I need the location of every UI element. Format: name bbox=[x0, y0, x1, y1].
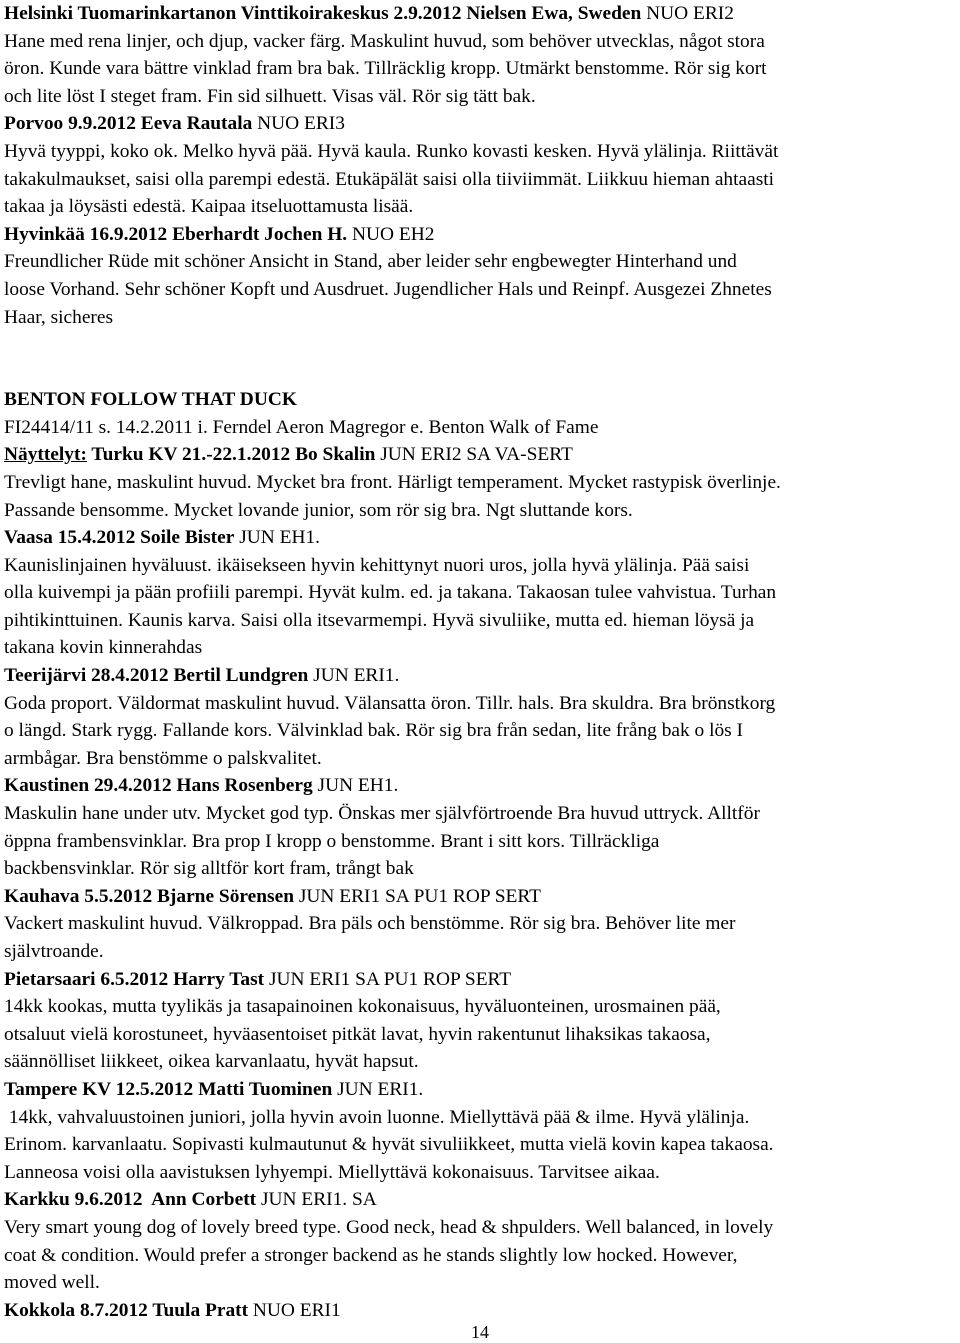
critique-line: självtroande. bbox=[4, 941, 104, 962]
critique-line: öron. Kunde vara bättre vinklad fram bra bak. Tillräcklig kropp. Utmärkt benstomme. Rör sig kort bbox=[4, 58, 767, 80]
show-result: NUO ERI2 bbox=[641, 3, 734, 24]
critique-line: Haar, sicheres bbox=[4, 306, 114, 328]
show-result: JUN ERI1 SA PU1 ROP SERT bbox=[294, 885, 542, 907]
critique-line: 14kk, vahvaluustoinen juniori, jolla hyvin avoin luonne. Miellyttävä pää & ilme. Hyvä ylälinja. bbox=[4, 1106, 750, 1128]
show-result: JUN ERI1. bbox=[332, 1078, 424, 1100]
critique-line: otsaluut vielä korostuneet, hyväasentoiset pitkät lavat, hyvin rakentunut lihaksikas takaosa, bbox=[4, 1023, 711, 1045]
show-title: Kokkola 8.7.2012 Tuula Pratt bbox=[4, 1299, 249, 1321]
critique-line: loose Vorhand. Sehr schöner Kopft und Ausdruet. Jugendlicher Hals und Reinpf. Ausgezei Zhnetes bbox=[4, 278, 772, 300]
show-heading bbox=[4, 1186, 956, 1214]
critique-line: Goda proport. Väldormat maskulint huvud. Välansatta öron. Tillr. hals. Bra skuldra. Bra brönstkorg bbox=[4, 692, 776, 714]
critique-line: säännölliset liikkeet, oikea karvanlaatu, hyvät hapsut. bbox=[4, 1051, 419, 1073]
show-result: JUN ERI2 SA VA-SERT bbox=[375, 444, 573, 466]
show-title: Vaasa 15.4.2012 Soile Bister bbox=[4, 527, 235, 549]
show-result: JUN ERI1. bbox=[308, 665, 400, 687]
show-heading bbox=[4, 221, 956, 249]
critique-line: takaa ja löysästi edestä. Kaipaa itseluottamusta lisää. bbox=[4, 196, 414, 218]
section-spacer bbox=[4, 331, 956, 386]
show-title: Tampere KV 12.5.2012 Matti Tuominen bbox=[4, 1078, 333, 1100]
show-result: JUN EH1. bbox=[312, 775, 399, 797]
show-title: Turku KV 21.-22.1.2012 Bo Skalin bbox=[86, 444, 376, 466]
dog-name-heading: BENTON FOLLOW THAT DUCK bbox=[4, 389, 297, 411]
show-title: Porvoo 9.9.2012 Eeva Rautala bbox=[4, 113, 253, 135]
critique-line: Maskulin hane under utv. Mycket god typ. Önskas mer självförtroende Bra huvud uttryck. Alltför bbox=[4, 803, 760, 825]
critique-line: 14kk kookas, mutta tyylikäs ja tasapainoinen kokonaisuus, hyväluonteinen, urosmainen pää, bbox=[4, 996, 721, 1018]
critique-line: Hyvä tyyppi, koko ok. Melko hyvä pää. Hyvä kaula. Runko kovasti kesken. Hyvä ylälinja. Riittävät bbox=[4, 140, 779, 162]
show-result: JUN EH1. bbox=[234, 527, 320, 549]
show-title: Kaustinen 29.4.2012 Hans Rosenberg bbox=[4, 775, 313, 797]
show-title: Hyvinkää 16.9.2012 Eberhardt Jochen H. bbox=[4, 223, 348, 245]
critique-line: takana kovin kinnerahdas bbox=[4, 637, 203, 659]
show-heading bbox=[4, 1076, 956, 1104]
show-heading bbox=[4, 441, 956, 469]
show-title: Karkku 9.6.2012 Ann Corbett bbox=[4, 1189, 257, 1211]
show-result: JUN ERI1. SA bbox=[256, 1189, 377, 1211]
show-result: NUO ERI1 bbox=[248, 1299, 341, 1321]
show-result: NUO ERI3 bbox=[252, 113, 345, 135]
show-result: NUO EH2 bbox=[347, 223, 435, 245]
critique-line: coat & condition. Would prefer a stronger backend as he stands slightly low hocked. However, bbox=[4, 1244, 738, 1266]
critique-line: Hane med rena linjer, och djup, vacker färg. Maskulint huvud, som behöver utvecklas, något stora bbox=[4, 30, 765, 52]
show-result: JUN ERI1 SA PU1 ROP SERT bbox=[264, 968, 512, 990]
critique-line: Passande bensomme. Mycket lovande junior, som rör sig bra. Ngt sluttande kors. bbox=[4, 499, 633, 521]
critique-line: öppna frambensvinklar. Bra prop I kropp o benstomme. Brant i sitt kors. Tillräckliga bbox=[4, 830, 660, 852]
show-heading bbox=[4, 772, 956, 800]
show-heading bbox=[4, 883, 956, 911]
critique-line: pihtikinttuinen. Kaunis karva. Saisi olla itsevarmempi. Hyvä sivuliike, mutta ed. hieman löysä ja bbox=[4, 609, 755, 631]
show-title: Helsinki Tuomarinkartanon Vinttikoirakeskus 2.9.2012 Nielsen Ewa, Sweden bbox=[4, 3, 642, 24]
critique-line: takakulmaukset, saisi olla parempi edestä. Etukäpälät saisi olla tiiviimmät. Liikkuu hieman ahtaasti bbox=[4, 168, 775, 190]
document-page bbox=[4, 0, 956, 1324]
show-heading bbox=[4, 0, 956, 28]
shows-label: Näyttelyt: bbox=[4, 444, 87, 466]
critique-line: Very smart young dog of lovely breed type. Good neck, head & shpulders. Well balanced, in lovely bbox=[4, 1216, 774, 1238]
critique-line: o längd. Stark rygg. Fallande kors. Välvinklad bak. Rör sig bra från sedan, lite frång bak o lös I bbox=[4, 720, 744, 742]
critique-line: moved well. bbox=[4, 1272, 100, 1294]
critique-line: Freundlicher Rüde mit schöner Ansicht in Stand, aber leider sehr engbewegter Hinterhand und bbox=[4, 251, 737, 273]
page-number: 14 bbox=[471, 1322, 489, 1342]
show-heading bbox=[4, 110, 956, 138]
registration-line: FI24414/11 s. 14.2.2011 i. Ferndel Aeron Magregor e. Benton Walk of Fame bbox=[4, 416, 599, 438]
show-heading bbox=[4, 966, 956, 994]
critique-line: olla kuivempi ja pään profiili parempi. Hyvät kulm. ed. ja takana. Takaosan tulee vahvistua. Turhan bbox=[4, 582, 777, 604]
show-title: Pietarsaari 6.5.2012 Harry Tast bbox=[4, 968, 265, 990]
critique-line: Trevligt hane, maskulint huvud. Mycket bra front. Härligt temperament. Mycket rastypisk överlinje. bbox=[4, 471, 781, 493]
show-heading bbox=[4, 524, 956, 552]
critique-line: armbågar. Bra benstömme o palskvalitet. bbox=[4, 747, 322, 769]
show-heading bbox=[4, 662, 956, 690]
critique-line: Kaunislinjainen hyväluust. ikäisekseen hyvin kehittynyt nuori uros, jolla hyvä ylälinja. Pää saisi bbox=[4, 554, 750, 576]
critique-line: och lite löst I steget fram. Fin sid silhuett. Visas väl. Rör sig tätt bak. bbox=[4, 85, 536, 107]
critique-line: Erinom. karvanlaatu. Sopivasti kulmautunut & hyvät sivuliikkeet, mutta vielä kovin kapea takaosa. bbox=[4, 1134, 774, 1156]
show-title: Kauhava 5.5.2012 Bjarne Sörensen bbox=[4, 885, 294, 907]
critique-line: Vackert maskulint huvud. Välkroppad. Bra päls och benstömme. Rör sig bra. Behöver lite mer bbox=[4, 913, 736, 935]
show-title: Teerijärvi 28.4.2012 Bertil Lundgren bbox=[4, 665, 309, 687]
critique-line: Lanneosa voisi olla aavistuksen lyhyempi. Miellyttävä kokonaisuus. Tarvitsee aikaa. bbox=[4, 1161, 660, 1183]
critique-line: backbensvinklar. Rör sig alltför kort fram, trångt bak bbox=[4, 858, 414, 880]
